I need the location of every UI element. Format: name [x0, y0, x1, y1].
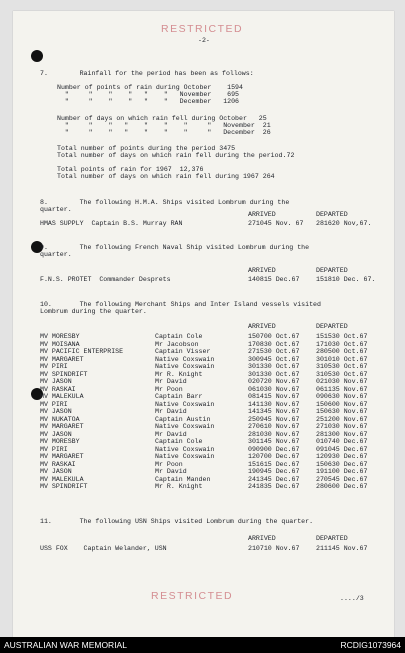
departed-header: DEPARTED [316, 211, 348, 218]
arrived-time: 301330 Oct.67 [248, 363, 300, 370]
arrived-time: 150700 Oct.67 [248, 333, 300, 340]
vessel-name: MV MARGARET [40, 423, 84, 430]
rain-line: " " " " " " November 695 [57, 91, 240, 98]
departed-time: 061135 Nov.67 [316, 385, 368, 393]
total-line: Total number of points during the period 3475 [57, 145, 236, 152]
master-name: Captain Cole [155, 333, 203, 340]
departed-time: 310530 Oct.67 [316, 363, 368, 370]
departed-time: 280600 Dec.67 [316, 483, 368, 490]
master-name: Native Coxswain [155, 453, 215, 460]
arrived-time: 301330 Oct.67 [248, 370, 300, 378]
arrived-header: ARRIVED [248, 323, 276, 330]
departed-time: 151810 Dec. 67. [316, 276, 376, 283]
master-name: Native Coxswain [155, 363, 215, 370]
total-line: Total points of rain for 1967 12,376 [57, 166, 204, 173]
vessel-name: MV MOISANA [40, 340, 80, 348]
vessel-name: MV MARGARET [40, 355, 84, 363]
departed-time: 171030 Oct.67 [316, 340, 368, 348]
arrived-time: 141130 Nov.67 [248, 400, 300, 408]
departed-time: 151530 Oct.67 [316, 333, 368, 340]
arrived-time: 270610 Nov.67 [248, 423, 300, 430]
arrived-time: 271045 Nov. 67 [248, 220, 304, 227]
master-name: Mr David [155, 468, 187, 475]
departed-time: 280500 Oct.67 [316, 348, 368, 355]
vessel-name: MV RASKAI [40, 385, 76, 393]
departed-time: 211145 Nov.67 [316, 545, 368, 552]
master-name: Mr David [155, 378, 187, 385]
vessel-name: MV PIRI [40, 445, 68, 453]
master-name: Native Coxswain [155, 445, 215, 453]
vessel-name: MV NUKATOA [40, 415, 80, 423]
master-name: Mr R. Knight [155, 370, 203, 378]
master-name: Mr R. Knight [155, 483, 203, 490]
vessel-name: MV MALEKULA [40, 393, 84, 400]
master-name: Native Coxswain [155, 355, 215, 363]
arrived-time: 090900 Dec.67 [248, 445, 300, 453]
departed-time: 150630 Nov.67 [316, 408, 368, 415]
arrived-time: 250945 Nov.67 [248, 415, 300, 423]
arrived-time: 170830 Oct.67 [248, 340, 300, 348]
arrived-time: 061030 Nov.67 [248, 385, 300, 393]
vessel-name: MV JASON [40, 378, 72, 385]
departed-time: 091045 Dec.67 [316, 445, 368, 453]
total-line: Total number of days on which rain fell during the period.72 [57, 152, 295, 159]
archive-footer [0, 637, 405, 653]
arrived-header: ARRIVED [248, 535, 276, 542]
ship-entry: USS FOX Captain Welander, USN [40, 545, 167, 552]
vessel-name: MV JASON [40, 408, 72, 415]
departed-time: 150600 Nov.67 [316, 400, 368, 408]
departed-time: 191100 Dec.67 [316, 468, 368, 475]
departed-header: DEPARTED [316, 323, 348, 330]
section-8-heading: 8. The following H.M.A. Ships visited Lombrum during the [40, 199, 290, 206]
arrived-time: 120700 Dec.67 [248, 453, 300, 460]
departed-time: 120930 Dec.67 [316, 453, 368, 460]
days-line: Number of days on which rain fell during October 25 [57, 115, 267, 122]
vessel-name: MV PIRI [40, 363, 68, 370]
arrived-time: 300945 Oct.67 [248, 355, 300, 363]
rain-line: Number of points of rain during October 1594 [57, 84, 243, 91]
arrived-time: 190945 Dec.67 [248, 468, 300, 475]
vessel-name: MV PIRI [40, 400, 68, 408]
arrived-header: ARRIVED [248, 267, 276, 274]
master-name: Captain Cole [155, 438, 203, 445]
departed-time: 310530 Oct.67 [316, 370, 368, 378]
arrived-time: 151615 Dec.67 [248, 460, 300, 468]
master-name: Captain Visser [155, 348, 211, 355]
vessel-name: MV PACIFIC ENTERPRISE [40, 348, 124, 355]
days-line: " " " " " " " " December 26 [57, 129, 271, 136]
departed-header: DEPARTED [316, 267, 348, 274]
master-name: Captain Manden [155, 475, 211, 483]
departed-time: 090630 Nov.67 [316, 393, 368, 400]
ship-entry: F.N.S. PROTET Commander Desprets [40, 276, 171, 283]
section-7-heading: 7. Rainfall for the period has been as follows: [40, 70, 254, 77]
restricted-stamp-top: RESTRICTED [161, 23, 244, 35]
arrived-header: ARRIVED [248, 211, 276, 218]
total-line: Total number of days on which rain fell during 1967 264 [57, 173, 275, 180]
departed-time: 281300 Nov.67 [316, 430, 368, 438]
vessel-name: MV SPINDRIFT [40, 483, 88, 490]
departed-time: 021030 Nov.67 [316, 378, 368, 385]
master-name: Mr Poon [155, 460, 183, 468]
arrived-time: 241345 Dec.67 [248, 475, 300, 483]
master-name: Captain Barr [155, 393, 203, 400]
arrived-time: 141345 Nov.67 [248, 408, 300, 415]
vessel-name: MV MORESBY [40, 333, 80, 340]
days-line: " " " " " " " " November 21 [57, 122, 271, 129]
rain-line: " " " " " " December 1206 [57, 98, 240, 105]
credit-right: RCDIG1073964 [340, 640, 401, 650]
master-name: Mr Poon [155, 385, 183, 393]
vessel-name: MV RASKAI [40, 460, 76, 468]
ship-entry: HMAS SUPPLY Captain B.S. Murray RAN [40, 220, 183, 227]
vessel-name: MV MORESBY [40, 438, 80, 445]
departed-time: 251200 Nov.67 [316, 415, 368, 423]
departed-time: 271030 Nov.67 [316, 423, 368, 430]
departed-time: 281620 Nov,67. [316, 220, 372, 227]
master-name: Native Coxswain [155, 423, 215, 430]
vessel-name: MV MALEKULA [40, 475, 84, 483]
continuation-mark: ..../3 [340, 595, 364, 602]
arrived-time: 210710 Nov.67 [248, 545, 300, 552]
section-10-heading-cont: Lombrum during the quarter. [40, 308, 147, 315]
arrived-time: 140815 Dec.67 [248, 276, 300, 283]
arrived-time: 301145 Nov.67 [248, 438, 300, 445]
arrived-time: 020720 Nov.67 [248, 378, 300, 385]
departed-header: DEPARTED [316, 535, 348, 542]
vessel-name: MV MARGARET [40, 453, 84, 460]
arrived-time: 271530 Oct.67 [248, 348, 300, 355]
vessel-name: MV JASON [40, 430, 72, 438]
master-name: Mr David [155, 408, 187, 415]
master-name: Captain Austin [155, 415, 211, 423]
restricted-stamp-bottom: RESTRICTED [151, 590, 234, 602]
page-number: -2- [198, 37, 210, 44]
departed-time: 270545 Dec.67 [316, 475, 368, 483]
master-name: Native Coxswain [155, 400, 215, 408]
vessel-name: MV JASON [40, 468, 72, 475]
master-name: Mr Jacobson [155, 340, 199, 348]
arrived-time: 081415 Nov.67 [248, 393, 300, 400]
section-8-heading-cont: quarter. [40, 206, 72, 213]
section-11-heading: 11. The following USN Ships visited Lombrum during the quarter. [40, 518, 314, 525]
master-name: Mr David [155, 430, 187, 438]
arrived-time: 281030 Nov.67 [248, 430, 300, 438]
punch-hole-top [31, 50, 43, 62]
credit-left: AUSTRALIAN WAR MEMORIAL [4, 640, 127, 650]
departed-time: 150630 Dec.67 [316, 460, 368, 468]
departed-time: 301010 Oct.67 [316, 355, 368, 363]
section-9-heading-cont: quarter. [40, 251, 72, 258]
arrived-time: 241835 Dec.67 [248, 483, 300, 490]
section-9-heading: 9. The following French Naval Ship visited Lombrum during the [40, 244, 310, 251]
vessel-name: MV SPINDRIFT [40, 370, 88, 378]
section-10-heading: 10. The following Merchant Ships and Inter Island vessels visited [40, 301, 321, 308]
departed-time: 010740 Dec.67 [316, 438, 368, 445]
